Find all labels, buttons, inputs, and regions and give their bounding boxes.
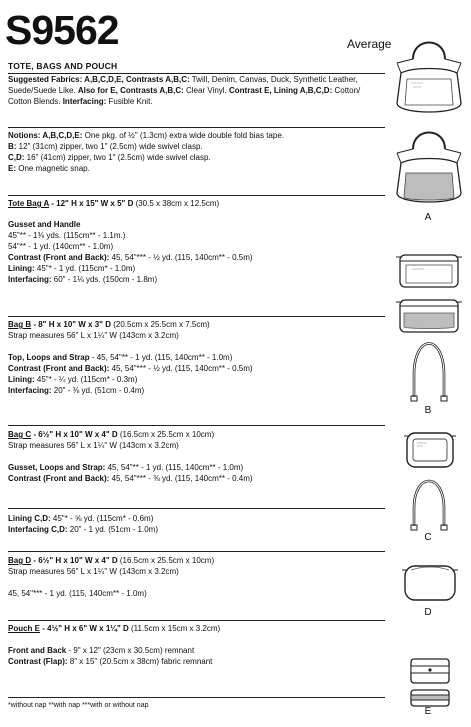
- divider: [8, 316, 385, 317]
- bag-b-grey-illustration: [396, 295, 462, 335]
- view-c-main-text: 45, 54"** - 1 yd. (115, 140cm** - 1.0m): [105, 463, 244, 472]
- divider: [8, 697, 385, 698]
- view-b-interfacing: [8, 385, 386, 396]
- view-a-contrast: [8, 252, 386, 263]
- view-d-size-metric: (16.5cm x 25.5cm x 10cm): [117, 556, 215, 565]
- lining-cd-label: Lining C,D:: [8, 514, 51, 523]
- lining-cd-text: 45"* - ⅝ yd. (115cm* - 0.6m): [50, 514, 154, 523]
- tote-a-grey-illustration: [393, 123, 465, 208]
- divider: [8, 127, 385, 128]
- view-b-main-label: Top, Loops and Strap: [8, 353, 90, 362]
- suggested-text: Twill, Denim, Canvas, Duck, Synthetic Leather,: [189, 75, 358, 84]
- view-e-size: - 4½" H x 6" W x 1¼" D: [40, 624, 129, 633]
- bag-c-clear-illustration: [403, 427, 457, 473]
- view-a-interfacing: [8, 274, 386, 285]
- interfacing-cd-label: Interfacing C,D:: [8, 525, 68, 534]
- notions: [8, 130, 386, 174]
- view-e-title: [8, 623, 386, 634]
- view-a-label: A: [424, 212, 432, 223]
- notions-text: 12" (31cm) zipper, two 1" (2.5cm) wide swivel clasp.: [16, 142, 203, 151]
- pattern-number: S9562: [5, 7, 119, 53]
- suggested-label: Contrast E, Lining A,B,C,D:: [228, 86, 333, 95]
- view-c-size: - 6½" H x 10" W x 4" D: [31, 430, 118, 439]
- footer-nap-legend: *without nap **with nap ***with or without nap: [8, 702, 149, 709]
- view-a-contrast-text: 45, 54"*** - ½ yd. (115, 140cm** - 0.5m): [109, 253, 253, 262]
- view-e-main: [8, 645, 386, 656]
- view-c-contrast: [8, 473, 386, 484]
- view-a-subheading: Gusset and Handle: [8, 220, 81, 229]
- suggested-label: Interfacing:: [62, 97, 107, 106]
- suggested-label: Also for E, Contrasts A,B,C:: [77, 86, 184, 95]
- view-e-main-label: Front and Back: [8, 646, 67, 655]
- view-b-main: [8, 352, 386, 363]
- view-a-lining-text: 45"* - 1 yd. (115cm* - 1.0m): [34, 264, 136, 273]
- suggested-text: Cotton Blends.: [8, 97, 63, 106]
- notions-line-3: [8, 152, 386, 163]
- bag-b-strap-illustration: [405, 335, 453, 403]
- view-c-size-metric: (16.5cm x 25.5cm x 10cm): [117, 430, 215, 439]
- notions-label: Notions: A,B,C,D,E:: [8, 131, 83, 140]
- suggested-label: Suggested Fabrics: A,B,C,D,E, Contrasts A,B,C:: [8, 75, 190, 84]
- view-a-yardage-45: 45"** - 1⅜ yds. (115cm** - 1.1m.): [8, 231, 126, 240]
- view-b-interfacing-label: Interfacing:: [8, 386, 52, 395]
- notions-label: B:: [8, 142, 17, 151]
- notions-text: 16" (41cm) zipper, two 1" (2.5cm) wide swivel clasp.: [24, 153, 211, 162]
- view-b-lining-label: Lining:: [8, 375, 35, 384]
- suggested-text: Cotton/: [332, 86, 361, 95]
- view-d-size: - 6½" H x 10" W x 4" D: [31, 556, 118, 565]
- notions-text: One pkg. of ½" (1.3cm) extra wide double fold bias tape.: [82, 131, 284, 140]
- divider: [8, 508, 385, 509]
- view-e-contrast-label: Contrast (Flap):: [8, 657, 68, 666]
- view-d-strap: Strap measures 56" L x 1¼" W (143cm x 3.2cm): [8, 567, 179, 576]
- view-d-label: D: [424, 607, 432, 618]
- suggested-line-1: [8, 74, 386, 85]
- view-b-main-text: - 45, 54"** - 1 yd. (115, 140cm** - 1.0m): [89, 353, 233, 362]
- view-e-section: [8, 623, 386, 667]
- view-c-name: Bag C: [8, 430, 32, 439]
- view-b-section: [8, 319, 386, 396]
- view-b-strap: Strap measures 56" L x 1¼" W (143cm x 3.2cm): [8, 331, 179, 340]
- divider: [8, 195, 385, 196]
- view-a-name: Tote Bag A: [8, 199, 50, 208]
- view-e-contrast-text: 8" x 15" (20.5cm x 38cm) fabric remnant: [67, 657, 213, 666]
- interfacing-cd-text: 20" - 1 yd. (51cm - 1.0m): [67, 525, 158, 534]
- view-d-name: Bag D: [8, 556, 32, 565]
- pouch-e-front-illustration: [408, 656, 452, 686]
- view-a-interfacing-text: 60" - 1⅛ yds. (150cm - 1.8m): [51, 275, 158, 284]
- lining-cd-interfacing: [8, 524, 386, 535]
- view-a-title: [8, 198, 386, 209]
- view-b-lining: [8, 374, 386, 385]
- view-b-lining-text: 45"* - ¼ yd. (115cm* - 0.3m): [34, 375, 138, 384]
- tote-a-clear-illustration: [393, 33, 465, 121]
- notions-label: C,D:: [8, 153, 25, 162]
- view-b-contrast: [8, 363, 386, 374]
- view-e-name: Pouch E: [8, 624, 41, 633]
- view-a-interfacing-label: Interfacing:: [8, 275, 52, 284]
- bag-c-strap-illustration: [405, 474, 453, 532]
- view-d-title: [8, 555, 386, 566]
- notions-line-2: [8, 141, 386, 152]
- suggested-text: Clear Vinyl.: [183, 86, 229, 95]
- view-a-size-metric: (30.5 x 38cm x 12.5cm): [133, 199, 220, 208]
- view-a-section: [8, 198, 386, 285]
- view-a-lining: [8, 263, 386, 274]
- view-a-contrast-label: Contrast (Front and Back):: [8, 253, 110, 262]
- view-a-lining-label: Lining:: [8, 264, 35, 273]
- notions-line-1: [8, 130, 386, 141]
- suggested-text: Suede/Suede Like.: [8, 86, 78, 95]
- bag-d-illustration: [401, 560, 459, 604]
- view-c-main-label: Gusset, Loops and Strap:: [8, 463, 106, 472]
- view-e-contrast: [8, 656, 386, 667]
- notions-text: One magnetic snap.: [16, 164, 90, 173]
- bag-b-clear-illustration: [396, 250, 462, 290]
- view-c-contrast-label: Contrast (Front and Back):: [8, 474, 110, 483]
- suggested-line-3: [8, 96, 386, 107]
- view-b-title: [8, 319, 386, 330]
- view-c-main: [8, 462, 386, 473]
- view-c-label: C: [424, 532, 432, 543]
- notions-label: E:: [8, 164, 16, 173]
- view-c-strap: Strap measures 56" L x 1¼" W (143cm x 3.2cm): [8, 441, 179, 450]
- lining-cd-lining: [8, 513, 386, 524]
- notions-line-4: [8, 163, 386, 174]
- view-b-interfacing-text: 20" - ⅜ yd. (51cm - 0.4m): [51, 386, 145, 395]
- view-d-yardage: 45, 54"*** - 1 yd. (115, 140cm** - 1.0m): [8, 589, 147, 598]
- view-c-title: [8, 429, 386, 440]
- view-e-size-metric: (11.5cm x 15cm x 3.2cm): [128, 624, 221, 633]
- view-b-name: Bag B: [8, 320, 32, 329]
- pouch-e-back-illustration: [408, 688, 452, 708]
- view-c-section: [8, 429, 386, 484]
- view-e-label: E: [424, 706, 432, 717]
- lining-cd-section: [8, 513, 386, 535]
- view-b-label: B: [424, 405, 432, 416]
- view-b-size: - 8" H x 10" W x 3" D: [31, 320, 111, 329]
- view-b-size-metric: (20.5cm x 25.5cm x 7.5cm): [110, 320, 210, 329]
- view-a-size: - 12" H x 15" W x 5" D: [49, 199, 134, 208]
- view-b-contrast-text: 45, 54"*** - ½ yd. (115, 140cm** - 0.5m): [109, 364, 253, 373]
- view-e-main-text: - 9" x 12" (23cm x 30.5cm) remnant: [66, 646, 195, 655]
- suggested-fabrics: [8, 74, 386, 107]
- difficulty-badge: Average: [347, 37, 392, 51]
- view-a-yardage-54: 54"** - 1 yd. (140cm** - 1.0m): [8, 242, 114, 251]
- view-d-section: [8, 555, 386, 599]
- view-c-contrast-text: 45, 54"*** - ⅜ yd. (115, 140cm** - 0.4m): [109, 474, 253, 483]
- divider: [8, 551, 385, 552]
- suggested-text: Fusible Knit.: [106, 97, 153, 106]
- divider: [8, 425, 385, 426]
- view-b-contrast-label: Contrast (Front and Back):: [8, 364, 110, 373]
- pattern-subtitle: TOTE, BAGS AND POUCH: [8, 61, 118, 71]
- divider: [8, 620, 385, 621]
- suggested-line-2: [8, 85, 386, 96]
